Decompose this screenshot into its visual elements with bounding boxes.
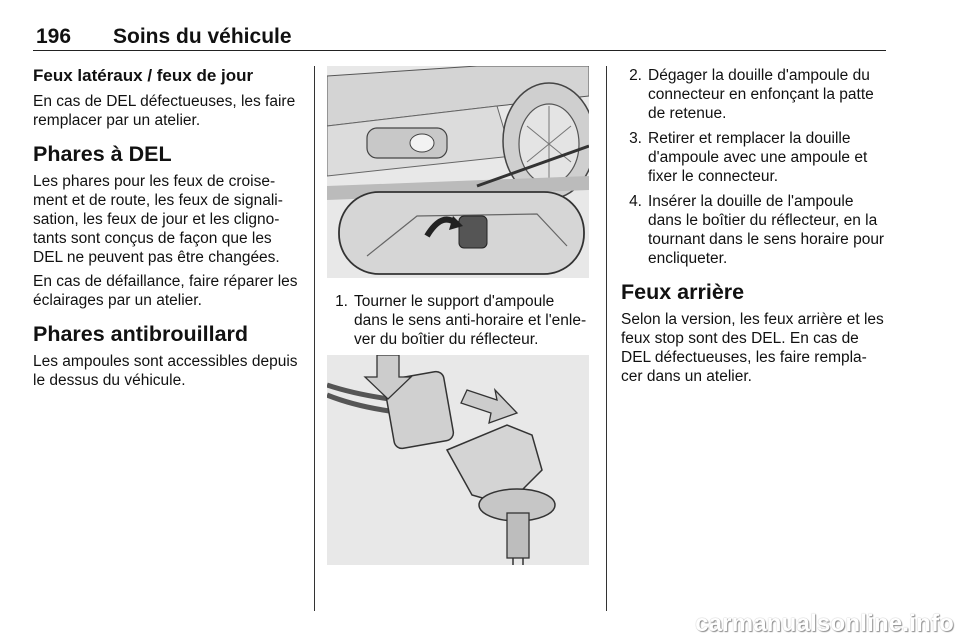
column-divider — [314, 66, 315, 611]
column-3 — [621, 66, 887, 391]
step-item — [621, 129, 887, 186]
step-number: 2. — [629, 67, 642, 84]
step-number: 4. — [629, 193, 642, 210]
step-text: Retirer et remplacer la douille d'ampoule avec une ampoule et fixer le connecteur. — [648, 130, 868, 185]
step-number: 1. — [335, 293, 348, 310]
step-text: Insérer la douille de l'ampoule dans le boîtier du réflecteur, en la tournant dans le sens horaire pour encliqueter. — [648, 193, 885, 267]
page-header — [33, 22, 886, 51]
watermark: carmanualsonline.info — [695, 610, 954, 637]
side-lights-text: En cas de DEL défectueuses, les faire remplacer par un atelier. — [33, 93, 296, 129]
column-1 — [33, 66, 303, 395]
step-item — [327, 292, 589, 349]
led-text-2: En cas de défaillance, faire réparer les éclairages par un atelier. — [33, 273, 298, 309]
figure-bulb-removal — [327, 355, 589, 565]
heading-led-headlights: Phares à DEL — [33, 142, 172, 166]
column-divider — [606, 66, 607, 611]
chapter-title: Soins du véhicule — [113, 25, 292, 48]
led-text-1: Les phares pour les feux de croise-ment et de route, les feux de signali-sation, les feux de jour et les cligno-tants sont conçus de façon que les DEL ne peuvent pas être changées. — [33, 173, 283, 266]
heading-side-lights: Feux latéraux / feux de jour — [33, 66, 254, 85]
step-item — [621, 66, 887, 123]
step-text: Dégager la douille d'ampoule du connecteur en enfonçant la patte de retenue. — [648, 67, 874, 122]
fog-lights-text: Les ampoules sont accessibles depuis le dessus du véhicule. — [33, 353, 298, 389]
rear-lights-text: Selon la version, les feux arrière et les feux stop sont des DEL. En cas de DEL défectueuses, les faire rempla-cer dans un atelier. — [621, 311, 884, 385]
column-2 — [327, 66, 589, 565]
step-item — [621, 192, 887, 268]
step-text: Tourner le support d'ampoule dans le sens anti-horaire et l'enle-ver du boîtier du réflecteur. — [354, 293, 587, 348]
heading-rear-lights: Feux arrière — [621, 280, 745, 304]
step-number: 3. — [629, 130, 642, 147]
figure-car-fog-light — [327, 66, 589, 278]
page-number: 196 — [36, 25, 72, 48]
heading-fog-lights: Phares antibrouillard — [33, 322, 249, 346]
